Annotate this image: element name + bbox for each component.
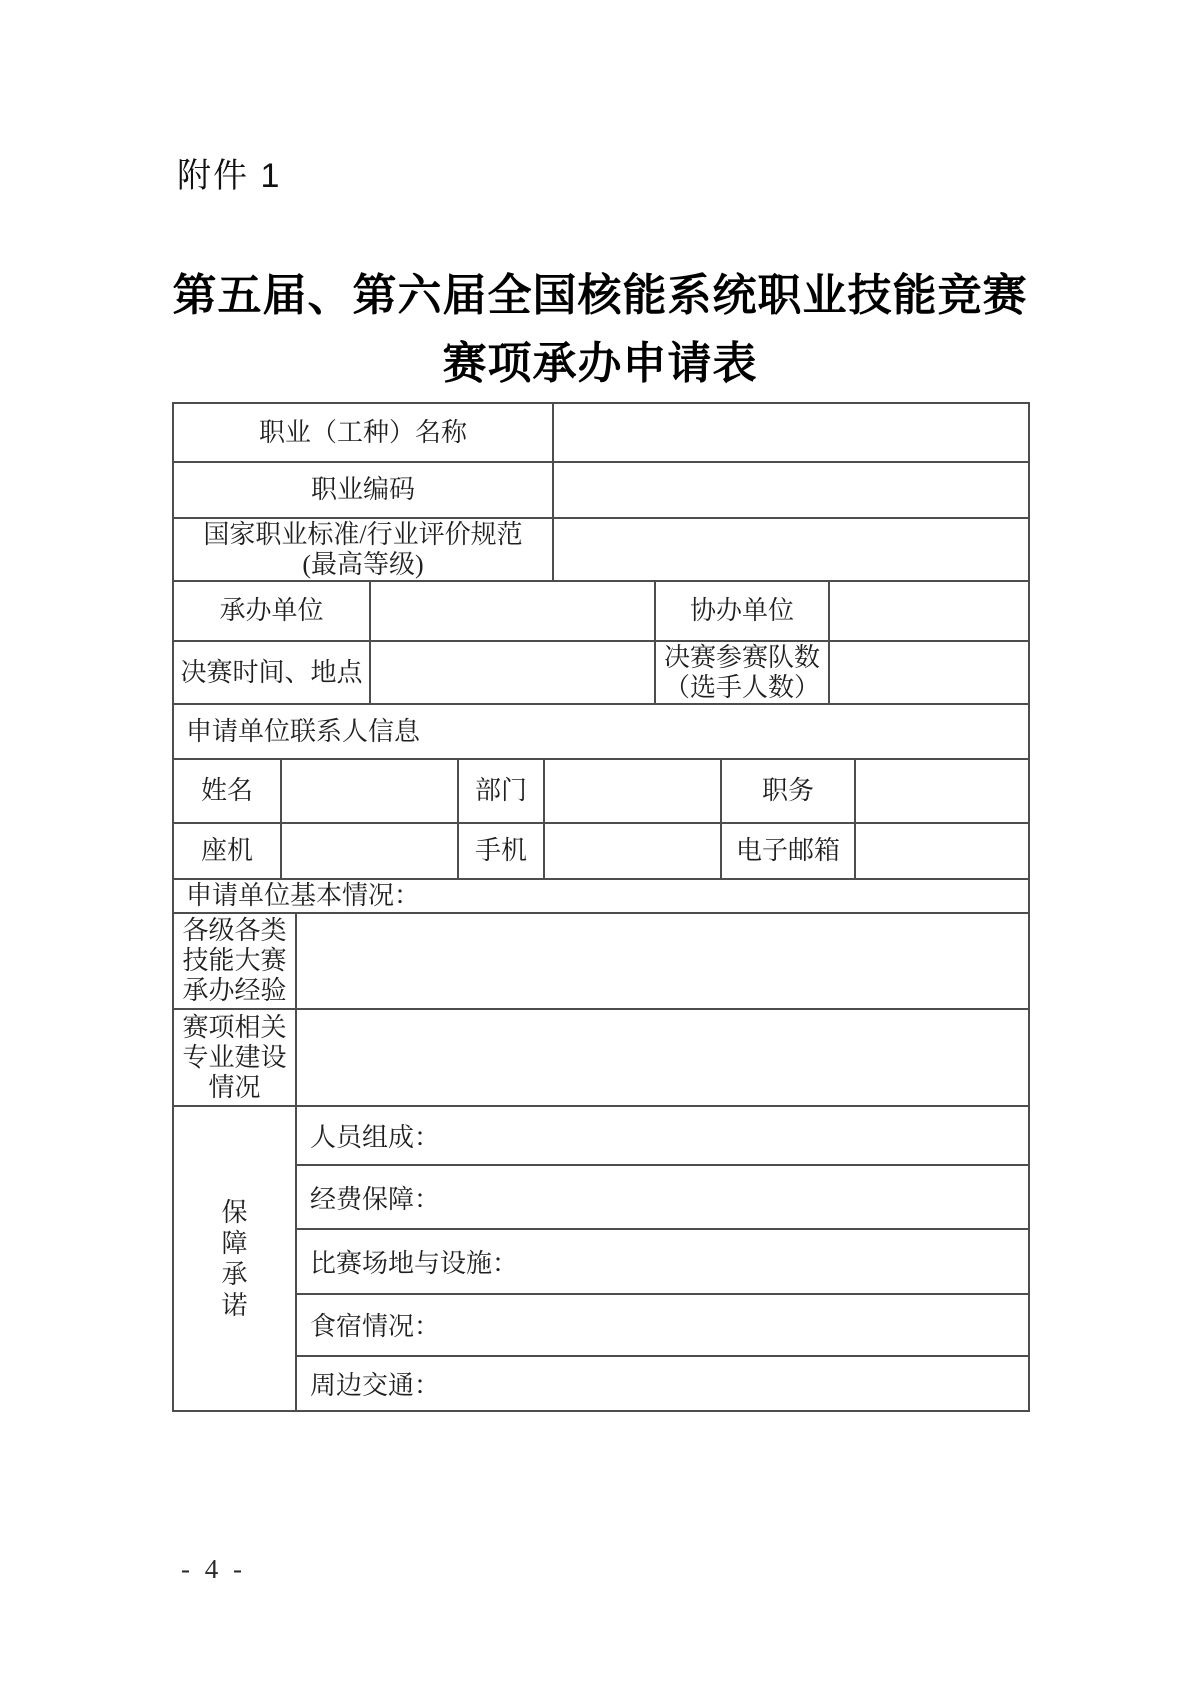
position-label: 职务 <box>722 760 856 822</box>
contact-info-header-label: 申请单位联系人信息 <box>186 716 421 746</box>
competition-experience-label-line2: 技能大赛 <box>182 946 287 975</box>
national-standard-label-line2: (最高等级) <box>302 549 424 579</box>
host-unit-label: 承办单位 <box>174 582 371 640</box>
team-count-value-cell <box>830 642 1028 703</box>
transportation-label: 周边交通： <box>310 1370 441 1400</box>
accommodation-label: 食宿情况： <box>297 1295 1028 1357</box>
final-time-place-label: 决赛时间、地点 <box>174 642 371 703</box>
page-title-line2: 赛项承办申请表 <box>442 339 758 388</box>
occupation-code-label: 职业编码 <box>174 463 554 517</box>
related-major-label-line2: 专业建设 <box>182 1042 287 1072</box>
final-time-place-value-cell <box>371 642 656 703</box>
related-major-label-line1: 赛项相关 <box>182 1012 287 1042</box>
co-organizer-label: 协办单位 <box>656 582 830 640</box>
guarantee-commitment-label <box>174 1107 297 1410</box>
co-organizer-value-cell <box>830 582 1028 640</box>
team-count-label-line2: （选手人数） <box>663 672 820 702</box>
unit-basic-info-label: 申请单位基本情况： <box>186 881 421 910</box>
guarantee-char-1: 保 <box>221 1197 248 1227</box>
landline-value-cell <box>282 824 459 878</box>
email-label: 电子邮箱 <box>722 824 856 878</box>
competition-experience-label <box>174 914 297 1008</box>
row-competition-experience <box>174 914 1028 1010</box>
occupation-code-value-cell <box>554 463 1028 517</box>
mobile-label: 手机 <box>459 824 545 878</box>
email-value-cell <box>856 824 1028 878</box>
application-form-table <box>172 402 1030 1412</box>
page-title-line1: 第五届、第六届全国核能系统职业技能竞赛 <box>172 271 1028 320</box>
row-occupation-name <box>174 404 1028 463</box>
venue-facilities-label: 比赛场地与设施： <box>297 1230 1028 1294</box>
row-unit-basic-info <box>174 880 1028 914</box>
funding-label: 经费保障： <box>297 1166 1028 1230</box>
landline-label: 座机 <box>174 824 282 878</box>
host-unit-value-cell <box>371 582 656 640</box>
guarantee-subrows <box>297 1107 1028 1410</box>
occupation-name-label: 职业（工种）名称 <box>174 404 554 461</box>
row-contact-2 <box>174 824 1028 880</box>
row-organizer <box>174 582 1028 642</box>
team-count-label-line1: 决赛参赛队数 <box>663 642 820 672</box>
mobile-value-cell <box>545 824 722 878</box>
attachment-label: 附件 1 <box>177 157 282 195</box>
occupation-name-value-cell <box>554 404 1028 461</box>
guarantee-char-3: 承 <box>221 1259 248 1289</box>
competition-experience-value-cell <box>297 914 1028 1008</box>
related-major-value-cell <box>297 1010 1028 1105</box>
page-title <box>0 262 1200 398</box>
competition-experience-label-line3: 承办经验 <box>182 976 287 1005</box>
team-count-label <box>656 642 830 703</box>
name-label: 姓名 <box>174 760 282 822</box>
row-contact-1 <box>174 760 1028 824</box>
name-value-cell <box>282 760 459 822</box>
row-related-major <box>174 1010 1028 1107</box>
related-major-label <box>174 1010 297 1105</box>
row-guarantee-commitment <box>174 1107 1028 1410</box>
row-final-info <box>174 642 1028 705</box>
position-value-cell <box>856 760 1028 822</box>
personnel-label: 人员组成： <box>297 1107 1028 1166</box>
page-number: - 4 - <box>181 1554 246 1584</box>
department-value-cell <box>545 760 722 822</box>
guarantee-char-2: 障 <box>221 1228 248 1258</box>
national-standard-value-cell <box>554 519 1028 580</box>
guarantee-char-4: 诺 <box>221 1290 248 1320</box>
national-standard-label-line1: 国家职业标准/行业评价规范 <box>203 519 523 549</box>
row-occupation-code <box>174 463 1028 519</box>
national-standard-label <box>174 519 554 580</box>
row-national-standard <box>174 519 1028 582</box>
competition-experience-label-line1: 各级各类 <box>182 916 287 945</box>
row-contact-header <box>174 705 1028 760</box>
department-label: 部门 <box>459 760 545 822</box>
related-major-label-line3: 情况 <box>208 1072 261 1102</box>
